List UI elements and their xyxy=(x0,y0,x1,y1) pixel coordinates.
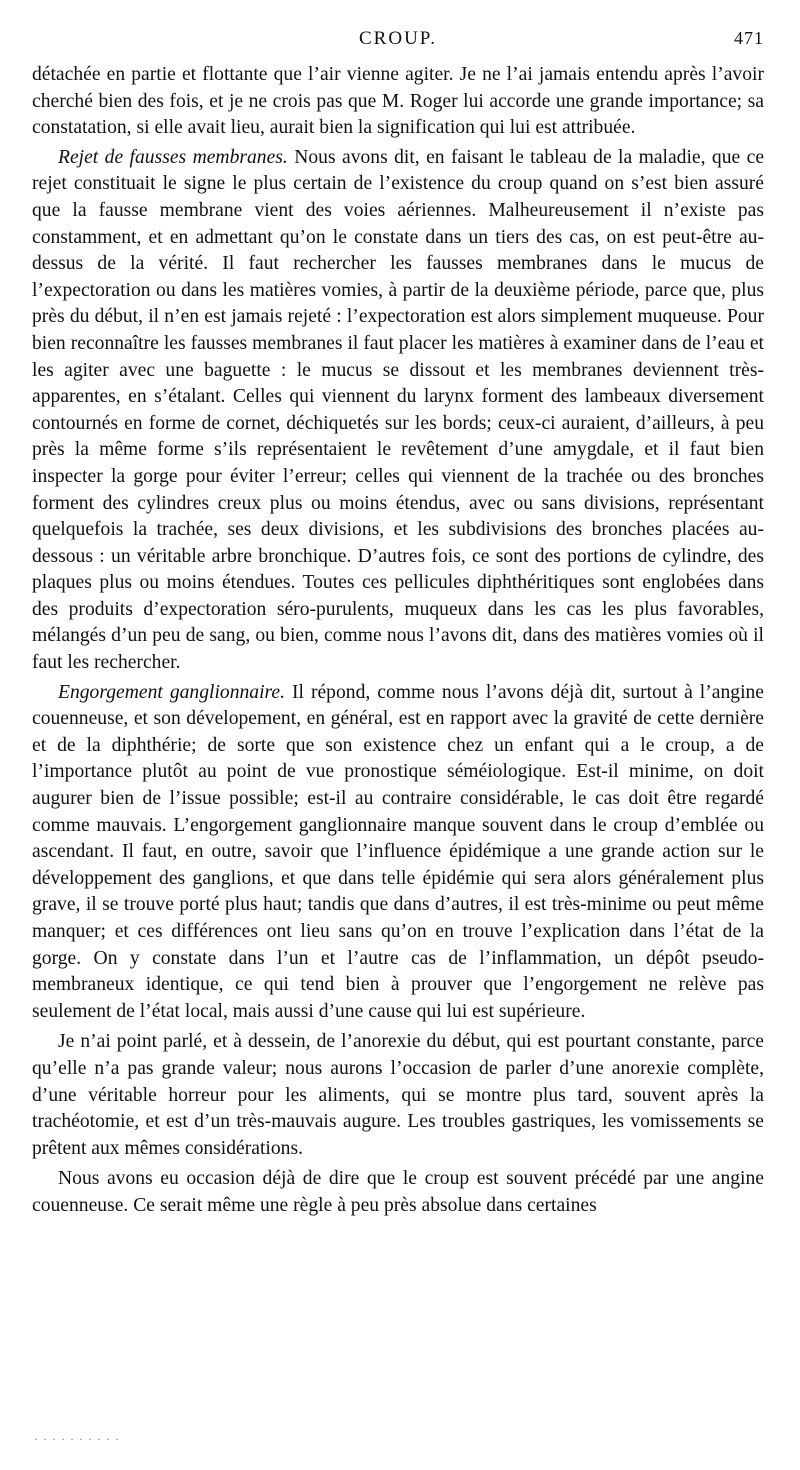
book-page xyxy=(32,28,764,1223)
paragraph-lymph-nodes xyxy=(32,680,764,1026)
paragraph-false-membranes xyxy=(32,145,764,677)
paragraph-text: Je n’ai point parlé, et à dessein, de l’anorexie du début, qui est pourtant constante, parce qu’elle n’a pas grande valeur; nous aurons l’occasion de parler d’une anorexie complète, d’une véritable horreur pour les aliments, qui se montre plus tard, souvent après la trachéotomie, et est d’un très-mauvais augure. Les troubles gastriques, les vomissements se prêtent aux mêmes considérations. xyxy=(32,1031,764,1159)
section-heading-italic: Rejet de fausses membranes. xyxy=(58,146,288,168)
footer-mark: · · · · · · · · · · xyxy=(34,1432,120,1446)
paragraph-text: détachée en partie et flottante que l’air vienne agiter. Je ne l’ai jamais entendu après l’avoir cherché bien des fois, et je ne crois pas que M. Roger lui accorde une grande importance; sa constatation, si elle avait lieu, aurait bien la signification qui lui est attribuée. xyxy=(32,64,764,139)
running-head xyxy=(32,28,764,54)
paragraph-text: Il répond, comme nous l’avons déjà dit, surtout à l’angine couenneuse, et son dévelopement, en général, est en rapport avec la gravité de cette dernière et de la diphthérie; de sorte que son existence chez un enfant qui a le croup, a de l’importance plutôt au point de vue pronostique séméiologique. Est-il minime, on doit augurer bien de l’issue possible; est-il au contraire considérable, le cas doit être regardé comme mauvais. L’engorgement ganglionnaire manque souvent dans le croup d’emblée ou ascendant. Il faut, en outre, savoir que l’influence épidémique a une grande action sur le développement des ganglions, et que dans telle épidémie qui sera alors généralement plus grave, il se trouve porté plus haut; tandis que dans d’autres, il est très-minime ou peut même manquer; et ces différences ont lieu sans qu’on en trouve l’explication dans l’état de la gorge. On y constate dans l’un et l’autre cas de l’inflammation, un dépôt pseudo-membraneux identique, ce qui tend bien à prouver que l’engorgement ne relève pas seulement de l’état local, mais aussi d’une cause qui lui est supérieure. xyxy=(32,681,765,1022)
running-title: CROUP. xyxy=(359,28,437,49)
page-number: 471 xyxy=(734,28,764,48)
paragraph-continuation xyxy=(32,62,764,142)
paragraph-angina xyxy=(32,1166,764,1219)
paragraph-text: Nous avons dit, en faisant le tableau de la maladie, que ce rejet constituait le signe le plus certain de l’existence du croup quand on s’est bien assuré que la fausse membrane vient des voies aériennes. Malheureusement il n’existe pas constamment, et en admettant qu’on le constate dans un tiers des cas, on est peut-être au-dessus de la vérité. Il faut rechercher les fausses membranes dans le mucus de l’expectoration ou dans les matières vomies, à partir de la deuxième période, parce que, plus près du début, il n’en est jamais rejeté : l’expectoration est alors simplement muqueuse. Pour bien reconnaître les fausses membranes il faut placer les matières à examiner dans de l’eau et les agiter avec une baguette : le mucus se dissout et les membranes deviennent très-apparentes, en s’étalant. Celles qui viennent du larynx forment des lambeaux diversement contournés en forme de cornet, déchiquetés sur les bords; ceux-ci auraient, d’ailleurs, à peu près la même forme s’ils représentaient le revêtement d’une amygdale, et il faut bien inspecter la gorge pour éviter l’erreur; celles qui viennent de la trachée ou des bronches forment des cylindres creux plus ou moins étendus, avec ou sans divisions, représentant quelquefois la trachée, ses deux divisions, et les subdivisions des bronches placées au-dessous : un véritable arbre bronchique. D’autres fois, ce sont des portions de cylindre, des plaques plus ou moins étendues. Toutes ces pellicules diphthéritiques sont englobées dans des produits d’expectoration séro-purulents, muqueux dans les cas les plus favorables, mélangés d’un peu de sang, ou bien, comme nous l’avons dit, dans des matières vomies où il faut les rechercher. xyxy=(32,146,765,674)
body-text xyxy=(32,62,764,1220)
paragraph-text: Nous avons eu occasion déjà de dire que le croup est souvent précédé par une angine couenneuse. Ce serait même une règle à peu près absolue dans certaines xyxy=(32,1168,764,1216)
section-heading-italic: Engorgement ganglionnaire. xyxy=(58,681,286,703)
paragraph-anorexia xyxy=(32,1029,764,1162)
